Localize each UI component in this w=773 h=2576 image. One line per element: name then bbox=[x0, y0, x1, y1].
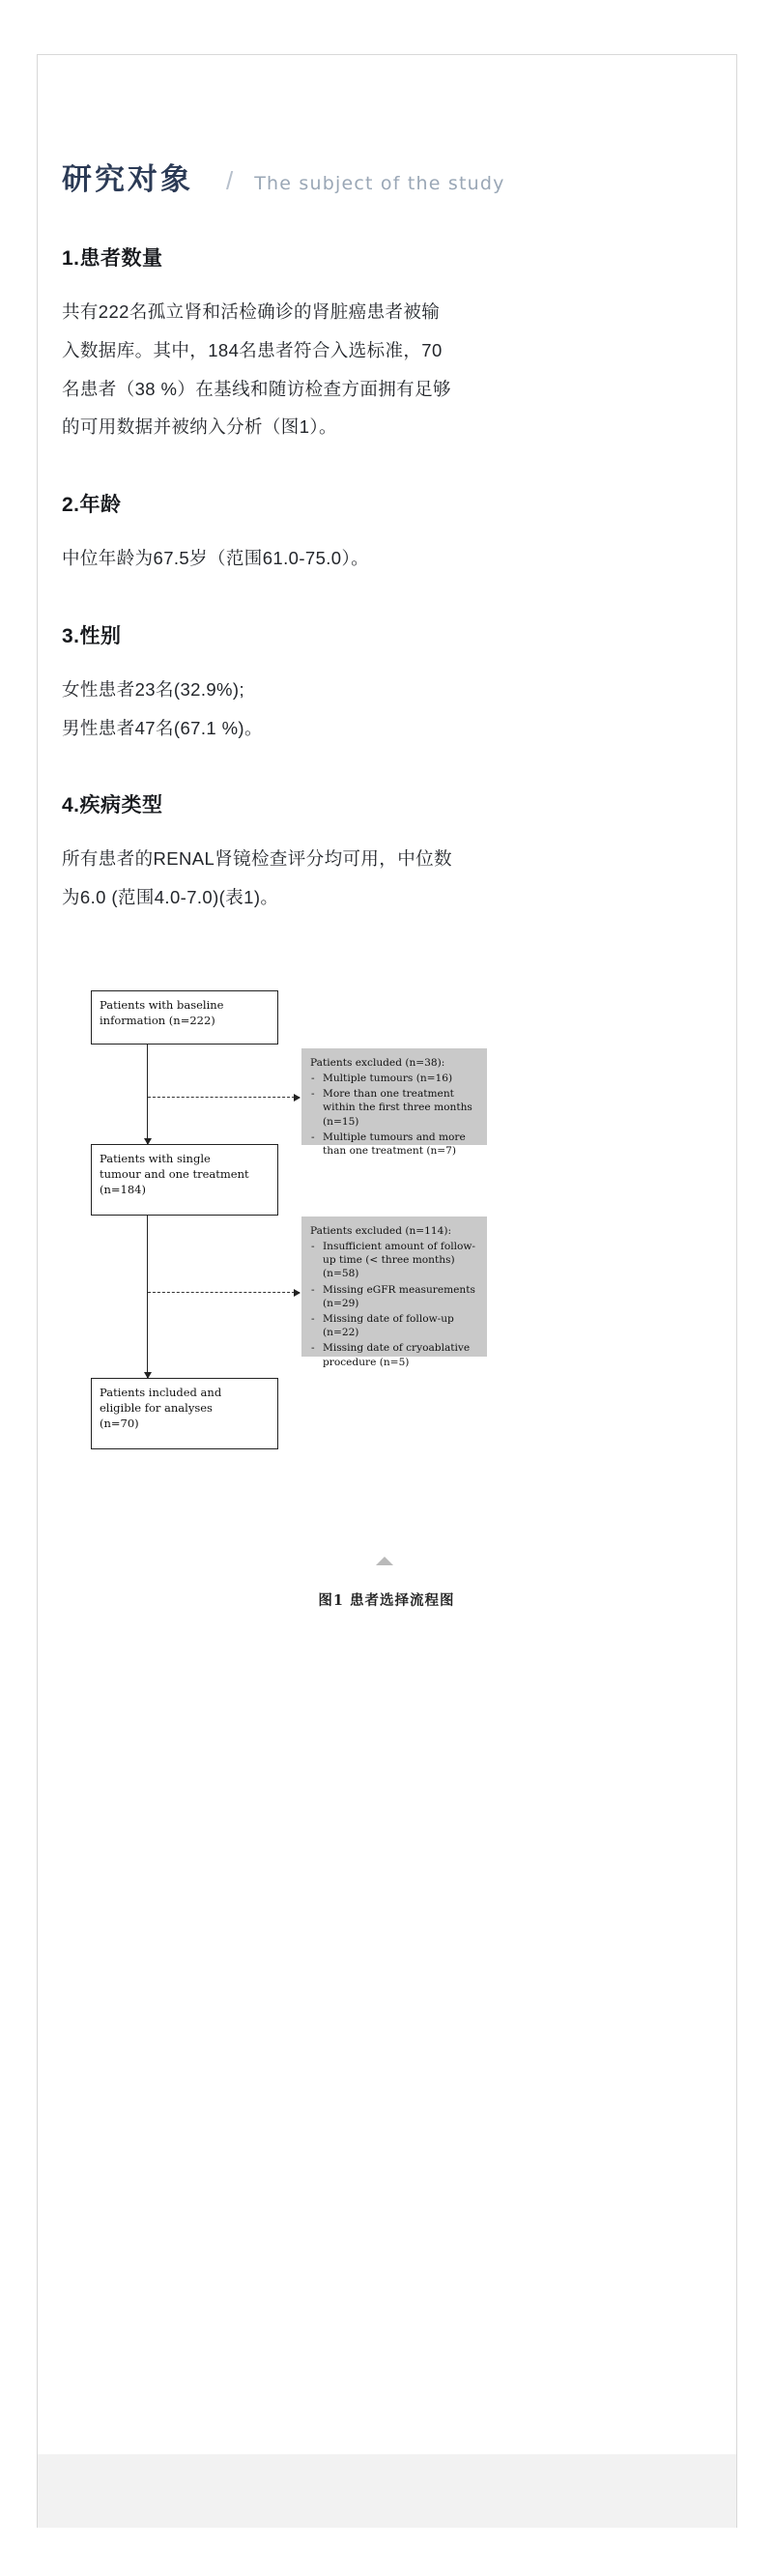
excluded-title: Patients excluded (n=114): bbox=[310, 1224, 452, 1237]
subsection-body bbox=[62, 671, 711, 748]
excluded-item: - Missing date of cryoablative procedure (n=5) bbox=[321, 1341, 478, 1368]
flow-arrow-right-1 bbox=[148, 1097, 300, 1098]
subsection-body bbox=[62, 539, 711, 578]
flow-box-line: eligible for analyses bbox=[100, 1400, 213, 1415]
flow-box-line: Patients with single bbox=[100, 1151, 211, 1165]
body-line: 女性患者23名(32.9%); bbox=[62, 678, 244, 700]
section-disease-type bbox=[62, 789, 711, 917]
subsection-title: 2.年龄 bbox=[62, 494, 122, 517]
section-title-cn: 研究对象 bbox=[62, 162, 193, 196]
flow-box-included bbox=[91, 1378, 278, 1449]
flow-box-excluded-2 bbox=[301, 1216, 487, 1368]
body-line: 为6.0 (范围4.0-7.0)(表1)。 bbox=[62, 887, 279, 908]
excluded-list bbox=[310, 1072, 478, 1158]
flow-box-line: information (n=222) bbox=[100, 1013, 215, 1027]
excluded-list bbox=[310, 1240, 478, 1369]
flow-arrow-down-2 bbox=[147, 1216, 148, 1378]
title-separator: / bbox=[226, 166, 234, 195]
body-line: 所有患者的RENAL肾镜检查评分均可用，中位数 bbox=[62, 848, 452, 870]
subsection-title: 4.疾病类型 bbox=[62, 794, 163, 817]
card-frame-left bbox=[37, 54, 38, 2528]
subsection-body bbox=[62, 293, 711, 446]
flow-box-line: (n=184) bbox=[100, 1182, 146, 1196]
body-line: 入数据库。其中，184名患者符合入选标准，70 bbox=[62, 339, 443, 360]
flow-box-line: Patients included and bbox=[100, 1385, 222, 1399]
flow-arrow-down-1 bbox=[147, 1045, 148, 1144]
body-line: 共有222名孤立肾和活检确诊的肾脏癌患者被输 bbox=[62, 301, 441, 322]
flow-box-baseline bbox=[91, 990, 278, 1045]
section-patient-count bbox=[62, 243, 711, 446]
subsection-title: 1.患者数量 bbox=[62, 247, 163, 270]
card-bottom-band bbox=[38, 2454, 736, 2528]
excluded-item: - Insufficient amount of follow-up time (< three months) (n=58) bbox=[321, 1240, 478, 1281]
excluded-item: - More than one treatment within the first three months (n=15) bbox=[321, 1087, 478, 1129]
flow-box-line: (n=70) bbox=[100, 1416, 139, 1430]
section-title-en: The subject of the study bbox=[254, 173, 505, 194]
card-frame-top bbox=[37, 54, 737, 55]
section-gender bbox=[62, 620, 711, 748]
card-frame-right bbox=[736, 54, 737, 2528]
excluded-title: Patients excluded (n=38): bbox=[310, 1056, 445, 1069]
excluded-item: - Multiple tumours and more than one treatment (n=7) bbox=[321, 1131, 478, 1158]
caret-up-icon bbox=[376, 1557, 393, 1565]
body-line: 的可用数据并被纳入分析（图1）。 bbox=[62, 416, 337, 438]
body-line: 名患者（38 %）在基线和随访检查方面拥有足够 bbox=[62, 378, 451, 399]
body-line: 中位年龄为67.5岁（范围61.0-75.0）。 bbox=[62, 548, 370, 569]
flow-box-line: tumour and one treatment bbox=[100, 1166, 249, 1181]
section-header bbox=[62, 155, 711, 198]
excluded-item: - Missing eGFR measurements (n=29) bbox=[321, 1283, 478, 1310]
excluded-item: - Missing date of follow-up (n=22) bbox=[321, 1312, 478, 1339]
flow-box-excluded-1 bbox=[301, 1048, 487, 1158]
subsection-body bbox=[62, 840, 711, 917]
excluded-item: - Multiple tumours (n=16) bbox=[321, 1072, 478, 1085]
flow-arrow-right-2 bbox=[148, 1292, 300, 1293]
subsection-title: 3.性别 bbox=[62, 624, 122, 647]
flow-box-single-tumour bbox=[91, 1144, 278, 1216]
section-age bbox=[62, 489, 711, 578]
body-line: 男性患者47名(67.1 %)。 bbox=[62, 717, 263, 738]
figure-flowchart bbox=[62, 981, 711, 1609]
article-content bbox=[62, 155, 711, 1609]
flow-box-line: Patients with baseline bbox=[100, 997, 224, 1012]
figure-caption: 图1 患者选择流程图 bbox=[318, 1591, 455, 1609]
